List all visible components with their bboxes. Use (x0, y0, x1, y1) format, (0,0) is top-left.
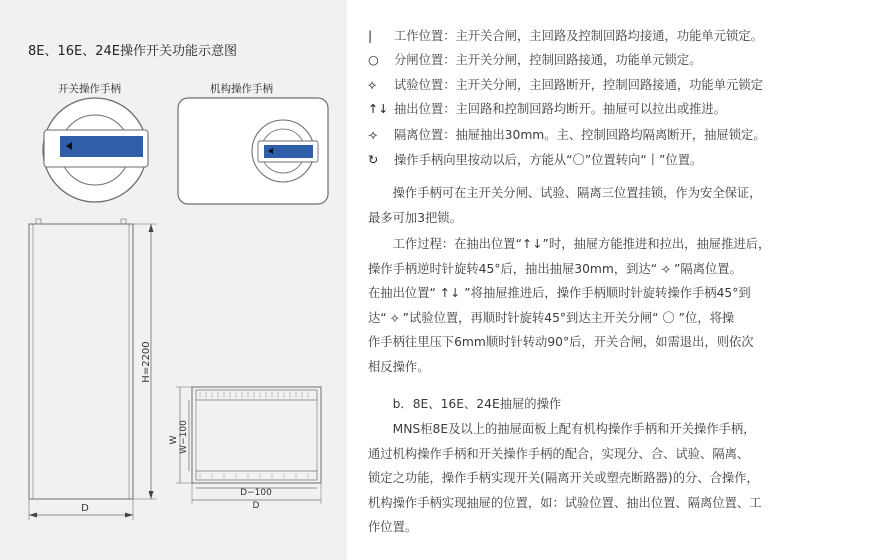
cabinet-outline (29, 219, 157, 520)
paragraph-mns: MNS柜8E及以上的抽屉面板上配有机构操作手柄和开关操作手柄， 通过机构操作手柄和开关操作手柄的配合，实现分、合、试验、隔离、 锁定之功能，操作手柄实现开关(隔离开关或塑壳断路器)的分、合操作， 机构操作手柄实现抽屉的位置，如：试验位置、抽出位置、隔离位置、工 作位置。 (368, 422, 762, 534)
mechanism-handle-label: 机构操作手柄 (210, 83, 273, 95)
legend-item-test: ⟡ 试验位置：主开关分闸，主回路断开，控制回路接通，功能单元锁定 (368, 78, 763, 92)
test-position-icon: ⟡ (368, 78, 377, 92)
cabinet-height-label: H=2200 (141, 341, 152, 383)
vertical-bar-icon: | (368, 29, 373, 43)
press-rotate-icon: ↻ (368, 153, 379, 167)
switch-handle-drawing (43, 98, 148, 202)
circle-icon: ○ (368, 53, 379, 67)
diagram-drawing (0, 0, 347, 560)
drawer-d-label: D (252, 501, 260, 511)
drawer-w-label: W (169, 435, 179, 445)
drawer-w100-label: W−100 (179, 420, 189, 454)
paragraph-process: 工作过程：在抽出位置“↑↓”时，抽屉方能推进和拉出，抽屉推进后， 操作手柄逆时针旋转45°后，抽出抽屉30mm，到达“ ⟢ ”隔离位置。 在抽出位置“ ↑↓ ”将抽屉推进后，操作手柄顺时针旋转操作手柄45°到 达“ ⟡ ”试验位置，再顺时针旋转45°到达主开关分闸“ 〇 ”位，将操 作手柄往里压下6mm顺时针转动90°后，开关合闸，如需退出，则依次 相反操作。 (368, 237, 771, 374)
paragraph-lock: 操作手柄可在主开关分闸、试验、隔离三位置挂锁，作为安全保证， 最多可加3把锁。 (368, 186, 762, 225)
drawer-unit (176, 387, 321, 504)
section-heading-b: b．8E、16E、24E抽屉的操作 (368, 397, 562, 411)
legend-item-open: ○ 分闸位置：主开关分闸，控制回路接通，功能单元锁定。 (368, 53, 702, 67)
left-diagram-panel (0, 0, 347, 560)
updown-arrows-icon: ↑↓ (368, 102, 389, 116)
diagram-title: 8E、16E、24E操作开关功能示意图 (28, 44, 237, 59)
legend-item-isolated: ⟢ 隔离位置：抽屉抽出30mm。主、控制回路均隔离断开，抽屉锁定。 (368, 128, 766, 142)
mechanism-handle-drawing (178, 98, 328, 204)
drawer-d100-label: D−100 (240, 488, 272, 498)
cabinet-depth-label: D (81, 503, 89, 514)
legend-item-press-rotate: ↻ 操作手柄向里按动以后，方能从“〇”位置转向“丨”位置。 (368, 153, 703, 167)
switch-handle-label: 开关操作手柄 (58, 83, 121, 95)
isolate-position-icon: ⟢ (368, 128, 378, 142)
legend-item-working: | 工作位置：主开关合闸，主回路及控制回路均接通，功能单元锁定。 (368, 29, 763, 43)
legend-item-withdrawn: ↑↓ 抽出位置：主回路和控制回路均断开。抽屉可以拉出或推进。 (368, 102, 727, 116)
